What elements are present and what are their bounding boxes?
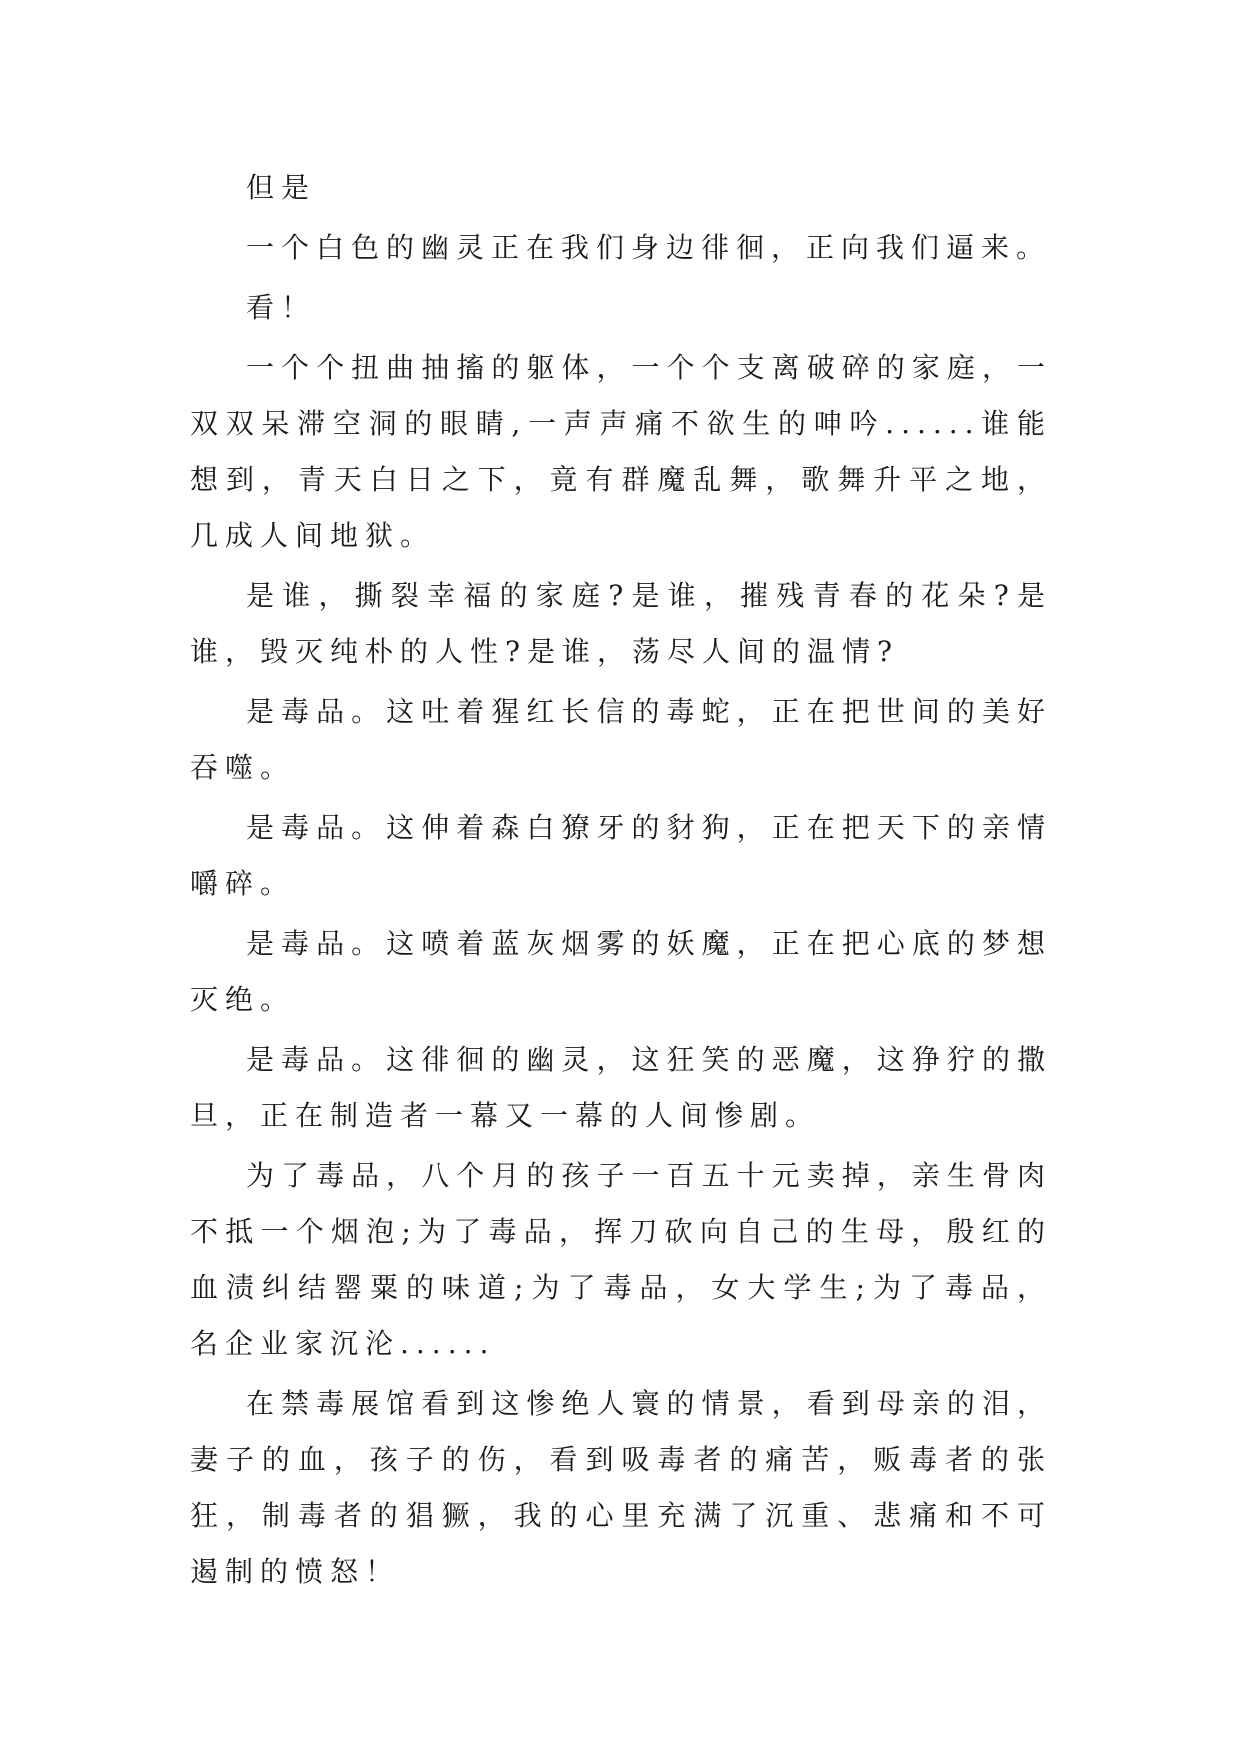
paragraph: 一个个扭曲抽搐的躯体，一个个支离破碎的家庭，一双双呆滞空洞的眼睛,一声声痛不欲生的呻吟......谁能想到，青天白日之下，竟有群魔乱舞，歌舞升平之地，几成人间地狱。 <box>190 351 1052 552</box>
paragraph: 但是 <box>246 171 317 204</box>
paragraph: 看！ <box>246 291 317 324</box>
paragraph: 是毒品。这徘徊的幽灵，这狂笑的恶魔，这狰狞的撒旦，正在制造者一幕又一幕的人间惨剧。 <box>190 1043 1052 1132</box>
paragraph: 是毒品。这吐着猩红长信的毒蛇，正在把世间的美好吞噬。 <box>190 695 1052 784</box>
paragraph: 在禁毒展馆看到这惨绝人寰的情景，看到母亲的泪，妻子的血，孩子的伤，看到吸毒者的痛苦，贩毒者的张狂，制毒者的猖獗，我的心里充满了沉重、悲痛和不可遏制的愤怒！ <box>190 1387 1052 1588</box>
document-body <box>190 160 1052 1604</box>
paragraph: 为了毒品，八个月的孩子一百五十元卖掉，亲生骨肉不抵一个烟泡;为了毒品，挥刀砍向自己的生母，殷红的血渍纠结罂粟的味道;为了毒品，女大学生;为了毒品，名企业家沉沦...... <box>190 1159 1052 1360</box>
paragraph: 是毒品。这喷着蓝灰烟雾的妖魔，正在把心底的梦想灭绝。 <box>190 927 1052 1016</box>
paragraph: 是毒品。这伸着森白獠牙的豺狗，正在把天下的亲情嚼碎。 <box>190 811 1052 900</box>
paragraph: 是谁，撕裂幸福的家庭?是谁，摧残青春的花朵?是谁，毁灭纯朴的人性?是谁，荡尽人间的温情? <box>190 579 1052 668</box>
paragraph: 一个白色的幽灵正在我们身边徘徊，正向我们逼来。 <box>246 231 1052 264</box>
